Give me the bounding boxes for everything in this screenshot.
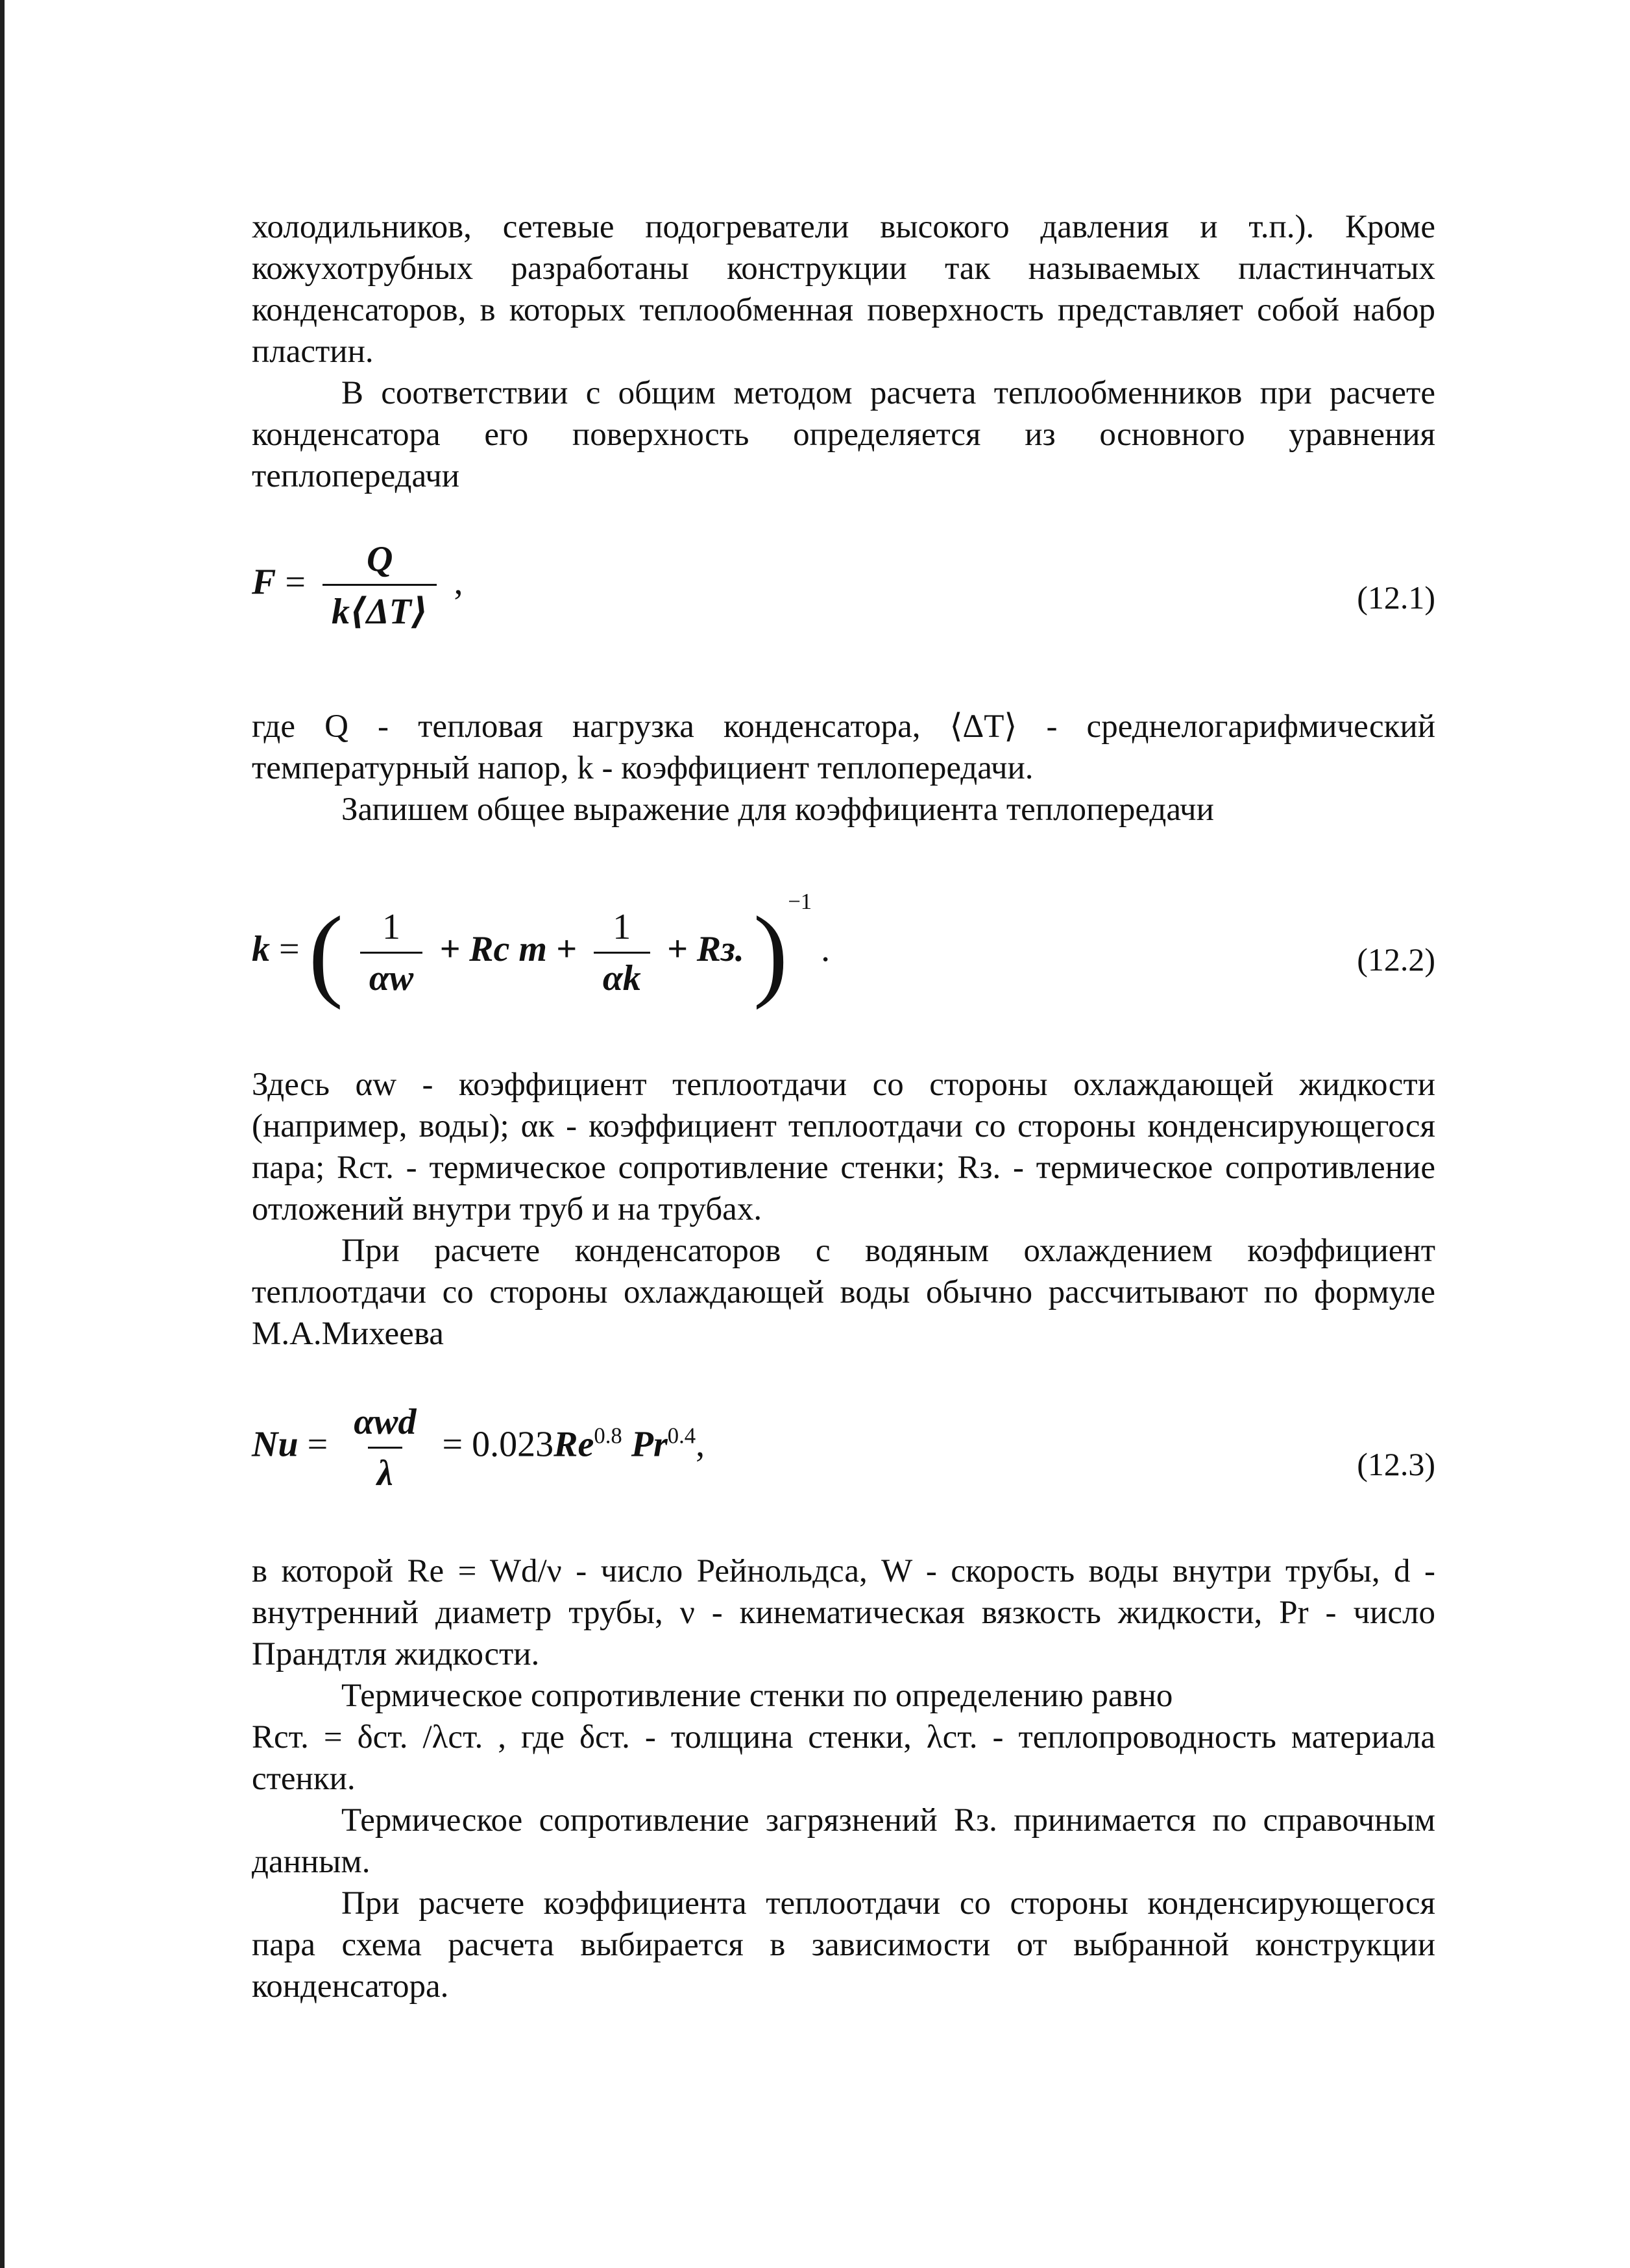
paragraph-10: Термическое сопротивление загрязнений Rз. принимается по справочным данным. xyxy=(252,1802,1435,1880)
eq1-numerator: Q xyxy=(366,539,393,579)
equation-12-2 xyxy=(252,889,1435,1031)
eq1-denominator: k⟨ΔT⟩ xyxy=(322,584,437,633)
eq2-fraction-1 xyxy=(360,906,422,999)
text-block-4 xyxy=(252,1550,1435,2007)
equation-12-3 xyxy=(252,1401,1435,1538)
paragraph-8: Термическое сопротивление стенки по определению равно xyxy=(341,1678,1173,1714)
eq3-pr-exp: 0.4 xyxy=(667,1423,696,1449)
eq1-comma: , xyxy=(454,562,463,603)
paragraph-1: холодильников, сетевые подогреватели высокого давления и т.п.). Кроме кожухотрубных разработаны конструкции так называемых пластинчатых конденсаторов, в которых теплообменная поверхность представляет собой набор пластин. xyxy=(252,209,1435,370)
paragraph-11: При расчете коэффициента теплоотдачи со стороны конденсирующегося пара схема расчета выбирается в зависимости от выбранной конструкции конденсатора. xyxy=(252,1885,1435,2005)
eq1-lhs: F xyxy=(252,562,276,603)
paragraph-3: где Q - тепловая нагрузка конденсатора, ⟨ΔT⟩ - среднелогарифмический температурный напор, k - коэффициент теплопередачи. xyxy=(252,708,1435,786)
text-block-2 xyxy=(252,706,1435,830)
eq3-coefficient: 0.023 xyxy=(472,1424,554,1465)
eq3-comma: , xyxy=(696,1424,705,1465)
eq2-equals: = xyxy=(279,929,309,969)
eq3-numerator: αwd xyxy=(354,1402,417,1442)
eq3-equals: = xyxy=(307,1424,337,1465)
eq2-right-paren: ) xyxy=(753,895,788,1011)
text-block-3 xyxy=(252,1064,1435,1355)
paragraph-7: в которой Re = Wd/ν - число Рейнольдса, W - скорость воды внутри трубы, d - внутренний диаметр трубы, ν - кинематическая вязкость жидкости, Pr - число Прандтля жидкости. xyxy=(252,1553,1435,1672)
eq2-f1-den: αw xyxy=(360,952,422,999)
eq2-f1-num: 1 xyxy=(382,906,401,947)
eq3-pr: Pr xyxy=(631,1424,668,1465)
eq3-fraction xyxy=(345,1401,425,1494)
eq2-rz: + Rз. xyxy=(666,929,744,969)
paragraph-4: Запишем общее выражение для коэффициента теплопередачи xyxy=(341,791,1214,828)
eq3-number: (12.3) xyxy=(1357,1446,1435,1482)
eq2-number: (12.2) xyxy=(1357,941,1435,978)
eq1-number: (12.1) xyxy=(1357,579,1435,616)
eq2-f2-den: αk xyxy=(594,952,650,999)
eq2-lhs: k xyxy=(252,929,270,969)
paragraph-6: При расчете конденсаторов с водяным охлаждением коэффициент теплоотдачи со стороны охлаждающей воды обычно рассчитывают по формуле М.А.Михеева xyxy=(252,1233,1435,1352)
paragraph-5: Здесь αw - коэффициент теплоотдачи со стороны охлаждающей жидкости (например, воды); αк - коэффициент теплоотдачи со стороны конденсирующегося пара; Rст. - термическое сопротивление стенки; Rз. - термическое сопротивление отложений внутри труб и на трубах. xyxy=(252,1067,1435,1227)
eq1-equals: = xyxy=(285,562,315,603)
eq1-fraction xyxy=(322,538,437,633)
text-block-intro xyxy=(252,206,1435,497)
eq2-exponent: −1 xyxy=(788,889,812,914)
eq3-re: Re xyxy=(553,1424,594,1465)
eq3-denominator: λ xyxy=(368,1447,402,1494)
eq2-fraction-2 xyxy=(594,906,650,999)
eq2-dot: . xyxy=(821,929,831,969)
scan-edge xyxy=(0,0,5,2268)
paragraph-9: Rст. = δст. /λст. , где δст. - толщина стенки, λст. - теплопроводность материала стенки. xyxy=(252,1719,1435,1797)
eq3-lhs: Nu xyxy=(252,1424,298,1465)
eq2-rst: + Rс т + xyxy=(439,929,577,969)
eq2-left-paren: ( xyxy=(308,895,343,1011)
equation-12-1 xyxy=(252,538,1435,668)
eq2-f2-num: 1 xyxy=(613,906,631,947)
paragraph-2: В соответствии с общим методом расчета теплообменников при расчете конденсатора его поверхность определяется из основного уравнения теплопередачи xyxy=(252,375,1435,494)
eq3-rhs-eq: = xyxy=(442,1424,472,1465)
eq3-re-exp: 0.8 xyxy=(594,1423,622,1449)
